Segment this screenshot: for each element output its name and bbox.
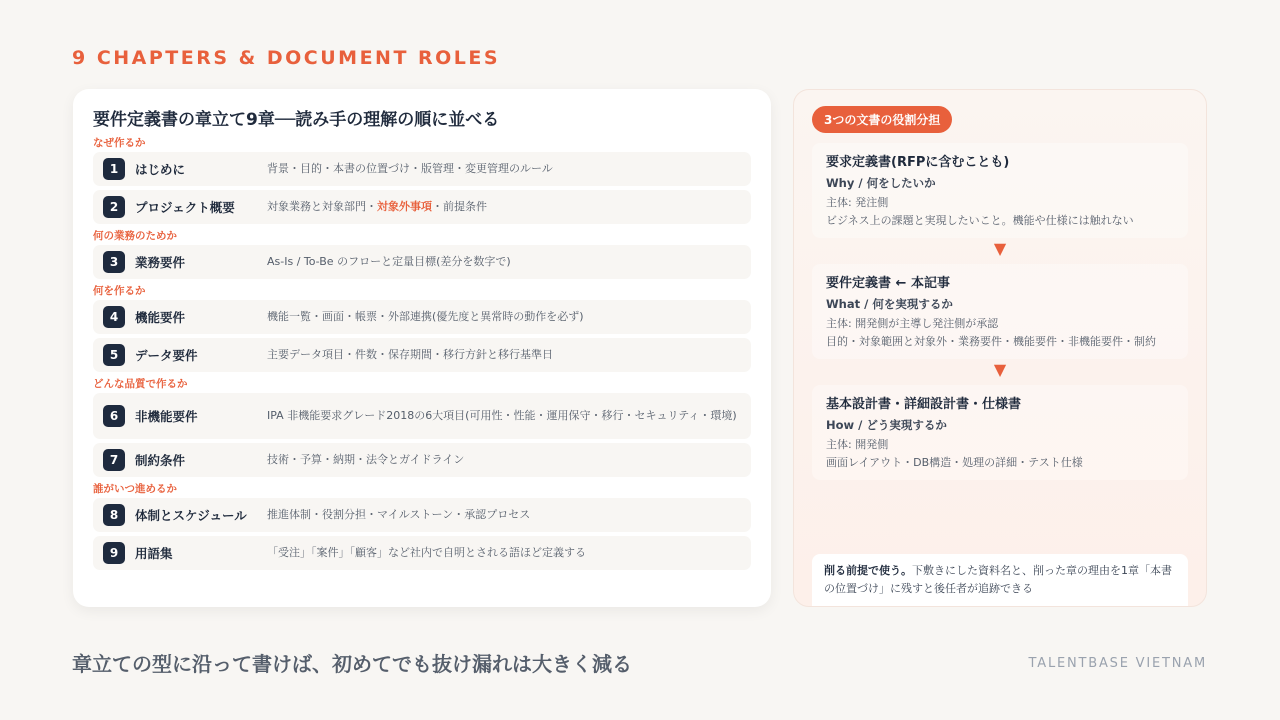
doc-content: 画面レイアウト・DB構造・処理の詳細・テスト仕様 <box>826 456 1083 469</box>
doc-title: 要求定義書(RFPに含むことも) <box>826 155 1010 170</box>
group-label: なぜ作るか <box>93 137 146 149</box>
chapter-title: 体制とスケジュール <box>135 508 247 523</box>
chapter-desc <box>267 199 741 215</box>
chapter-desc: 背景・目的・本書の位置づけ・版管理・変更管理のルール <box>267 162 553 175</box>
group-label: 誰がいつ進めるか <box>93 483 177 495</box>
down-arrow-icon: ▼ <box>993 360 1007 379</box>
doc-purpose: What / 何を実現するか <box>826 297 953 311</box>
chapter-row <box>93 245 751 279</box>
doc-content: ビジネス上の課題と実現したいこと。機能や仕様には触れない <box>826 214 1134 227</box>
chapter-desc-part: ・前提条件 <box>432 200 487 213</box>
chapter-row <box>93 152 751 186</box>
document-roles-card <box>793 89 1207 607</box>
footer-takeaway: 章立ての型に沿って書けば、初めてでも抜け漏れは大きく減る <box>72 652 632 676</box>
chapter-number: 5 <box>103 344 125 366</box>
chapter-row <box>93 498 751 532</box>
doc-purpose: How / どう実現するか <box>826 418 947 432</box>
chapter-list-title: 要件定義書の章立て9章──読み手の理解の順に並べる <box>93 110 500 130</box>
doc-block-design-docs <box>812 385 1188 480</box>
chapter-title: 非機能要件 <box>135 409 198 424</box>
chapter-list-card <box>73 89 771 607</box>
chapter-title: 用語集 <box>135 546 173 561</box>
chapter-number: 1 <box>103 158 125 180</box>
chapter-row <box>93 300 751 334</box>
usage-note <box>812 554 1188 606</box>
doc-owner: 主体: 開発側が主導し発注側が承認 <box>826 317 999 330</box>
chapter-title: データ要件 <box>135 348 198 363</box>
doc-block-requirements-definition <box>812 264 1188 359</box>
chapter-number: 7 <box>103 449 125 471</box>
chapter-row <box>93 443 751 477</box>
chapter-number: 2 <box>103 196 125 218</box>
doc-purpose: Why / 何をしたいか <box>826 176 936 190</box>
group-label: どんな品質で作るか <box>93 378 188 390</box>
doc-owner: 主体: 開発側 <box>826 438 889 451</box>
chapter-title: 業務要件 <box>135 255 186 270</box>
chapter-row <box>93 338 751 372</box>
chapter-desc: 推進体制・役割分担・マイルストーン・承認プロセス <box>267 508 531 521</box>
chapter-title: 機能要件 <box>135 310 186 325</box>
brand-logo-text: TALENTBASE VIETNAM <box>1028 656 1207 671</box>
chapter-number: 8 <box>103 504 125 526</box>
down-arrow-icon: ▼ <box>993 239 1007 258</box>
chapter-row <box>93 393 751 439</box>
doc-block-requirements-request <box>812 143 1188 238</box>
chapter-title: 制約条件 <box>135 453 186 468</box>
document-roles-badge: 3つの文書の役割分担 <box>812 106 952 133</box>
eyebrow-heading: 9 CHAPTERS & DOCUMENT ROLES <box>72 47 501 69</box>
usage-note-bold: 削る前提で使う。 <box>824 564 912 577</box>
chapter-desc: 「受注」「案件」「顧客」など社内で自明とされる語ほど定義する <box>267 546 586 559</box>
chapter-desc: 主要データ項目・件数・保存期間・移行方針と移行基準日 <box>267 348 553 361</box>
usage-note-text: 下敷きにした資料名と、削った章の理由を1章「本書の位置づけ」に残すと後任者が追跡できる <box>824 564 1172 595</box>
chapter-number: 3 <box>103 251 125 273</box>
chapter-number: 4 <box>103 306 125 328</box>
chapter-number: 9 <box>103 542 125 564</box>
doc-title: 要件定義書 ← 本記事 <box>826 276 950 291</box>
chapter-title: プロジェクト概要 <box>135 200 235 215</box>
doc-title: 基本設計書・詳細設計書・仕様書 <box>826 397 1022 412</box>
doc-content: 目的・対象範囲と対象外・業務要件・機能要件・非機能要件・制約 <box>826 335 1156 348</box>
chapter-desc: IPA 非機能要求グレード2018の6大項目(可用性・性能・運用保守・移行・セキュリティ・環境) <box>267 409 737 422</box>
group-label: 何を作るか <box>93 285 146 297</box>
chapter-desc: As-Is / To-Be のフローと定量目標(差分を数字で) <box>267 255 511 268</box>
chapter-number: 6 <box>103 405 125 427</box>
chapter-title: はじめに <box>135 162 186 177</box>
chapter-desc: 機能一覧・画面・帳票・外部連携(優先度と異常時の動作を必ず) <box>267 310 584 323</box>
chapter-row <box>93 536 751 570</box>
chapter-desc-highlight: 対象外事項 <box>377 200 432 213</box>
chapter-desc: 技術・予算・納期・法令とガイドライン <box>267 453 465 466</box>
chapter-desc-part: 対象業務と対象部門・ <box>267 200 377 213</box>
group-label: 何の業務のためか <box>93 230 177 242</box>
chapter-row <box>93 190 751 224</box>
doc-owner: 主体: 発注側 <box>826 196 889 209</box>
